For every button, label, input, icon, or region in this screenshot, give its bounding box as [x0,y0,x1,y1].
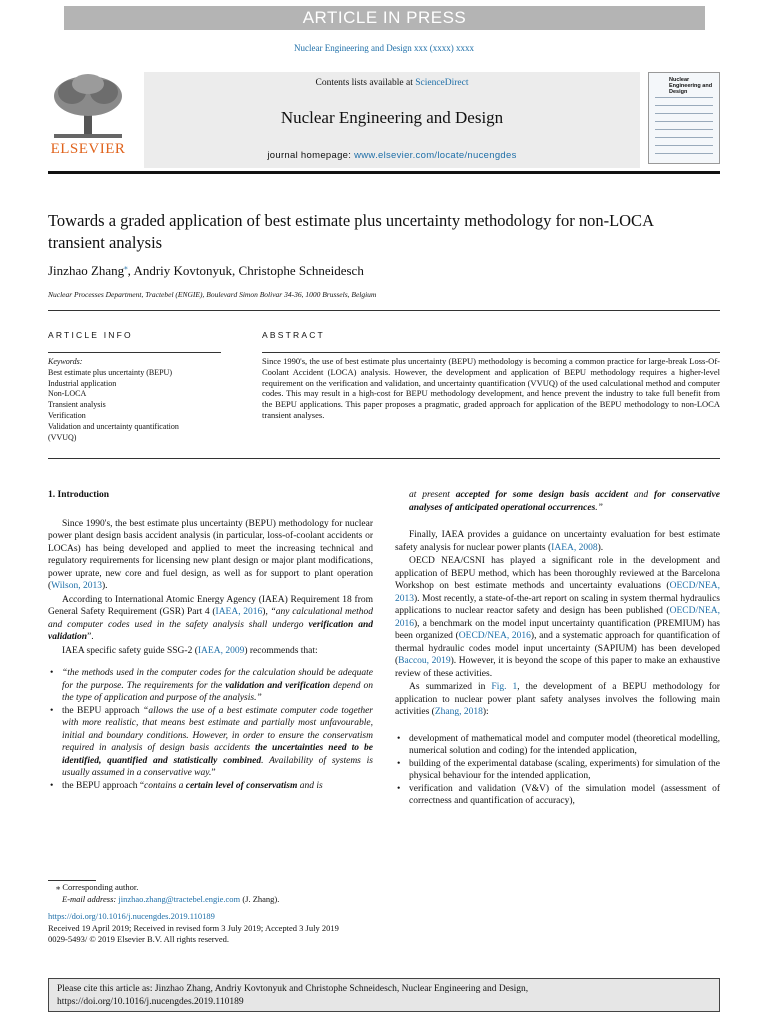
text: ). [101,581,108,591]
bullet-icon: • [50,668,54,678]
cover-line [655,137,713,138]
text: ). However, it is beyond the scope of this paper to make an exhaustive review of these activities. [395,656,720,679]
paragraph [395,555,720,680]
keywords-block [48,357,223,443]
homepage-link[interactable]: www.elsevier.com/locate/nucengdes [354,150,517,161]
citation-link[interactable]: Wilson, 2013 [51,581,102,591]
text: .” [595,502,603,513]
text: ), and a systematic approach for quantification of thermal hydraulic codes model input uncertainty (SAPIUM) has been developed ( [395,631,720,666]
keyword-item: Validation and uncertainty quantification [48,421,179,431]
footnote-rule [48,880,96,881]
text: development of mathematical model and computer model (theoretical modelling, numerical solution and coding) for the intended application, [409,733,720,756]
quote-continuation [395,489,720,514]
text: depend on the type of application and purpose of the analysis.” [62,680,373,703]
header-center-panel [144,72,640,168]
cover-line [655,113,713,114]
text: the uncertainties need to be identified, quantified and statistically combined [62,743,373,766]
article-in-press-banner: ARTICLE IN PRESS [64,6,705,30]
text: certain level of conservatism [185,780,298,791]
keyword-item: (VVUQ) [48,432,77,442]
text: . Availability of systems is usually assumed in a conservative way. [62,755,373,778]
email-note [48,894,339,906]
text: (J. Zhang). [240,893,280,904]
journal-header [48,72,720,172]
cover-line [655,153,713,154]
text: verification and validation (V&V) of the simulation model (assessment of correctness and quantification of accuracy), [409,783,720,806]
citation-link[interactable]: Baccou, 2019 [398,656,451,666]
contents-available [144,78,640,88]
author-list [48,263,364,279]
text: building of the experimental database (scaling, experiments) for simulation of the physical behaviour for the intended application, [409,758,720,781]
homepage-prefix: journal homepage: [267,150,355,161]
citation-link[interactable]: IAEA, 2016 [215,607,263,617]
text: validation and verification [225,680,330,691]
text: at present [409,490,456,500]
left-column [48,489,373,792]
text: , the development of a BEPU methodology for application to nuclear power plant safety analyses involves the following main activities ( [395,682,720,717]
text: accepted for some design basis accident [455,490,629,500]
citation-box [48,978,720,1012]
keyword-item: Industrial application [48,378,117,388]
sciencedirect-link[interactable]: ScienceDirect [415,78,469,88]
text: ). Most recently, a state-of-the-art report on scaling in system thermal hydraulics applications to nuclear reactor safety and design has been published ( [395,593,720,616]
cover-line [655,105,713,106]
info-rule [48,352,221,353]
bullet-icon: • [397,733,401,744]
abstract-text: Since 1990's, the use of best estimate plus uncertainty (BEPU) methodology is becoming a common practice for large-break Loss-Of-Coolant Accident (LOCA) analysis. However, the development and application of BEPU methodology requires a higher-level requirement on the verification and validation, and uncertainty quantification (VVUQ) of the used calculational method and computer codes. This may result in a high-cost for BEPU methodology development, and hence prevent the industry to take full benefit from the BEPU applications. This paper proposes a pragmatic, graded approach for application of the BEPU methodology to non-LOCA transient analyses. [262,356,720,420]
text: ” [211,768,216,778]
paragraph [48,518,373,593]
text: “the methods used in the computer codes for the calculation should be adequate for the purpose. The requirements for the [62,668,373,691]
keywords-label: Keywords: [48,357,83,366]
keyword-item: Non-LOCA [48,389,87,399]
list-item [395,783,720,808]
citation-link[interactable]: Zhang, 2018 [434,707,483,717]
paragraph [395,681,720,719]
paragraph [395,529,720,554]
citation-link[interactable]: OECD/NEA, 2016 [395,606,720,629]
bullet-icon: • [397,758,401,769]
header-rule [48,171,720,174]
text: the BEPU approach [62,705,144,716]
figure-link[interactable]: Fig. 1 [491,682,518,692]
citation-doi[interactable]: https://doi.org/10.1016/j.nucengdes.2019.110189 [57,996,244,1007]
text: ). [597,542,604,553]
affiliation: Nuclear Processes Department, Tractebel (ENGIE), Boulevard Simon Bolivar 34-36, 1000 Brussels, Belgium [48,290,377,299]
text: Finally, IAEA provides a guidance on uncertainty evaluation for best estimate safety analysis for nuclear power plants ( [395,530,720,553]
text: ), [262,607,271,617]
received-dates: Received 19 April 2019; Received in revised form 3 July 2019; Accepted 3 July 2019 [48,922,339,933]
text: and [628,490,654,500]
paragraph [48,594,373,644]
doi-link[interactable]: https://doi.org/10.1016/j.nucengdes.2019.110189 [48,911,215,921]
list-item [48,667,373,705]
abstract-rule [262,352,720,353]
corresponding-author-mark[interactable]: ⁎ [124,263,128,272]
bullet-icon: • [50,780,54,791]
text: “allows the use of a best estimate computer code together with more realistic, that means best estimate and partially most unfavourable, initial and boundary conditions. However, in order to ensure the conservatism required in analysis of design basis accidents [62,705,373,753]
author-others[interactable]: , Andriy Kovtonyuk, Christophe Schneidesch [127,263,364,278]
text: the BEPU approach “ [62,780,145,791]
citation-link[interactable]: IAEA, 2008 [551,542,598,553]
citation-line: Please cite this article as: Jinzhao Zhang, Andriy Kovtonyuk and Christophe Schneidesch, Nuclear Engineering and Design, [57,984,529,994]
email-link[interactable]: jinzhao.zhang@tractebel.engie.com [118,893,241,904]
cover-line [655,121,713,122]
text: and is [297,780,323,791]
corresponding-note: ⁎ Corresponding author. [56,882,139,892]
activity-list [395,733,720,808]
recommendation-list [48,667,373,792]
text: OECD NEA/CSNI has played a significant role in the development and application of BEPU method, which has been thoroughly reviewed at the Barcelona Workshop on best estimate methods and uncertainty evaluations ( [395,556,720,591]
journal-cover-thumbnail[interactable] [648,72,720,164]
text: Since 1990's, the best estimate plus uncertainty (BEPU) methodology for nuclear power plant design basis accident analysis (in particular, loss-of-coolant accidents or LOCAs) has being developed and applied to meet the increasing technical and regulatory requirements for licensing new plant design or major plant modifications, power uprate, new core and fuel design, as well as for support to plant operation ( [48,518,373,591]
text: E-mail address: [62,893,119,904]
bullet-icon: • [397,783,401,794]
text: ”. [87,632,94,642]
elsevier-tree-logo [48,72,128,164]
cover-line [655,145,713,146]
citation-link[interactable]: IAEA, 2009 [197,645,245,656]
text: “any calculational method and computer codes used in the safety analysis shall undergo [48,607,373,630]
cover-line [655,129,713,130]
bullet-icon: • [50,705,54,716]
keyword-item: Transient analysis [48,400,106,410]
info-rule-top [48,310,720,311]
text: contains a [144,780,186,791]
tree-icon [48,72,128,142]
section-heading-introduction: 1. Introduction [48,490,110,500]
paragraph [48,645,373,658]
journal-reference-link[interactable]: Nuclear Engineering and Design xxx (xxxx) xxxx [294,43,474,53]
abstract-rule-bottom [48,458,720,459]
contents-prefix: Contents lists available at [315,78,416,88]
text: for conservative analyses of anticipated operational occurrences [409,490,720,513]
publisher-name: ELSEVIER [50,141,126,157]
journal-name: Nuclear Engineering and Design [280,108,504,127]
text: ), a benchmark on the model input uncertainty quantification (PREMIUM) has been organized ( [395,618,720,641]
keyword-item: Verification [48,410,86,420]
citation-link[interactable]: OECD/NEA, 2016 [458,631,531,641]
list-item [395,758,720,783]
text: IAEA specific safety guide SSG-2 ( [62,645,198,656]
article-info-heading: ARTICLE INFO [48,330,133,340]
journal-homepage [144,150,640,161]
right-column [395,489,720,808]
keyword-item: Best estimate plus uncertainty (BEPU) [48,367,172,377]
list-item [48,780,373,793]
text: According to International Atomic Energy Agency (IAEA) Requirement 18 from General Safety Requirement (GSR) Part 4 ( [48,594,373,617]
text: ): [482,707,489,717]
text: ) recommends that: [244,645,318,656]
list-item [395,733,720,758]
footnotes [48,882,339,946]
text: verification and validation [48,619,373,642]
list-item [48,705,373,780]
copyright: 0029-5493/ © 2019 Elsevier B.V. All rights reserved. [48,934,230,944]
cover-line [655,97,713,98]
text: As summarized in [409,682,492,692]
abstract-heading: ABSTRACT [262,330,325,340]
article-title: Towards a graded application of best estimate plus uncertainty methodology for non-LOCA transient analysis [48,211,654,252]
citation-link[interactable]: OECD/NEA, 2013 [395,581,720,604]
cover-title: Nuclear Engineering and Design [669,77,713,95]
author-primary[interactable]: Jinzhao Zhang [48,263,125,278]
